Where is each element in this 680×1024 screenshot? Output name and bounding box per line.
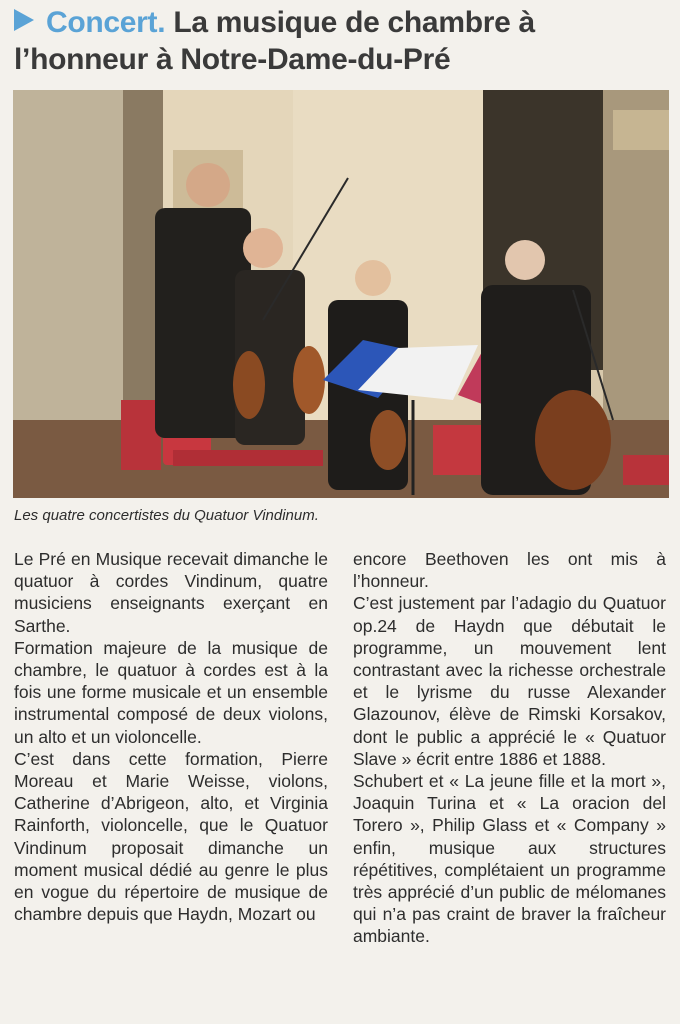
headline-title: La musique de chambre à l’honneur à Notre-Dame-du-Pré — [14, 6, 535, 76]
concert-photo — [13, 90, 669, 498]
photo-caption: Les quatre concertistes du Quatuor Vindinum. — [14, 507, 319, 524]
article-column-left — [14, 548, 328, 925]
article-column-right — [353, 548, 666, 948]
headline — [14, 4, 664, 78]
headline-kicker: Concert. — [46, 6, 166, 39]
article-paragraph: Schubert et « La jeune fille et la mort », Joaquin Turina et « La oracion del Torero », Philip Glass et « Company » enfin, musique aux structures répétitives, complétaient un programme très apprécié d’un public de mélomanes qui n’a pas craint de braver la fraîcheur ambiante. — [353, 771, 666, 947]
article-paragraph: Formation majeure de la musique de chambre, le quatuor à cordes est à la fois une forme musicale et un ensemble instrumental composé de deux violons, un alto et un violoncelle. — [14, 637, 328, 747]
article-paragraph: C’est dans cette formation, Pierre Moreau et Marie Weisse, violons, Catherine d’Abrigeon, alto, et Virginia Rainforth, violoncelle, que le Quatuor Vindinum proposait dimanche un moment musical dédié au genre le plus en vogue du répertoire de musique de chambre depuis que Haydn, Mozart ou — [14, 748, 328, 925]
article-paragraph: encore Beethoven les ont mis à l’honneur. — [353, 549, 666, 592]
article-paragraph: Le Pré en Musique recevait dimanche le quatuor à cordes Vindinum, quatre musiciens enseignants exerçant en Sarthe. — [14, 549, 328, 636]
article-paragraph: C’est justement par l’adagio du Quatuor op.24 de Haydn que débutait le programme, un mouvement lent contrastant avec la richesse orchestrale et le lyrisme du russe Alexander Glazounov, élève de Rimski Korsakov, dont le public a apprécié le « Quatuor Slave » écrit entre 1886 et 1888. — [353, 593, 666, 769]
play-arrow-icon — [14, 9, 34, 31]
